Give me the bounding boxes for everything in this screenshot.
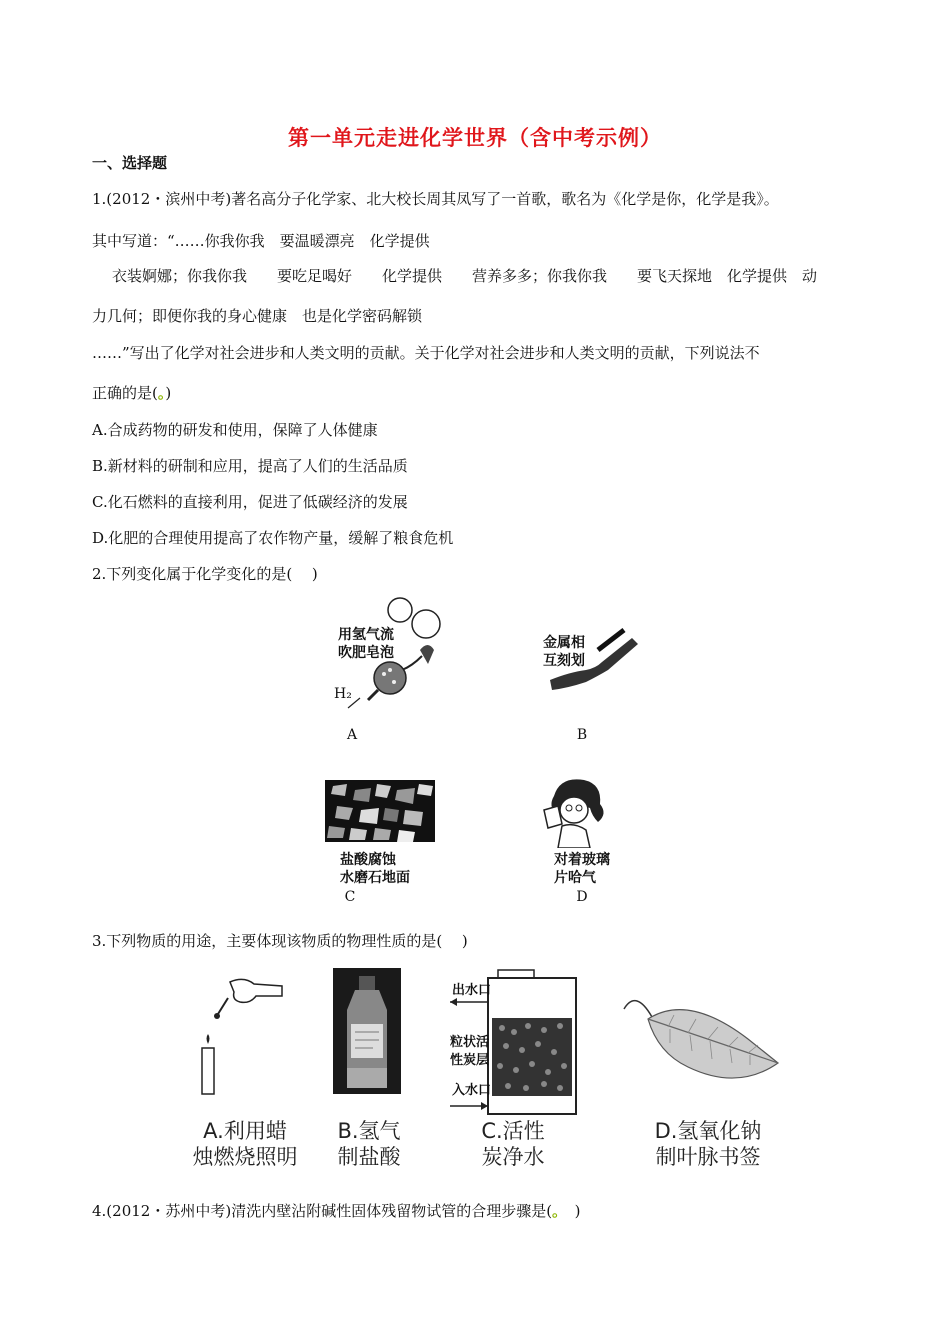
bubble-large: [412, 610, 440, 638]
carbon-label: [450, 1034, 489, 1070]
q2-fig-a-label: [338, 626, 394, 662]
q3-fig-d-label: [638, 1118, 778, 1170]
q1-line-6-text: 正确的是(: [92, 384, 158, 402]
q1-option-d: D.化肥的合理使用提高了农作物产量，缓解了粮食危机: [92, 529, 454, 547]
carbon-label-2: 性炭层: [450, 1053, 490, 1068]
q1-option-c: C.化石燃料的直接利用，促进了低碳经济的发展: [92, 493, 408, 511]
q2-figure-d: [532, 776, 612, 848]
q2-fig-b-label: [543, 634, 585, 670]
q2-fig-a-caption: A: [346, 727, 358, 743]
inlet-label: 入水口: [452, 1083, 492, 1098]
leaf-stem: [624, 1001, 652, 1017]
q4-answer-mark: 。: [552, 1202, 560, 1220]
q2-fig-a-label-2: 吹肥皂泡: [338, 645, 394, 661]
q3-figure-a: [190, 968, 290, 1108]
q2-stem: 2.下列变化属于化学变化的是( ): [92, 565, 318, 583]
q3-figure-d: [618, 985, 783, 1105]
q1-line-4: 力几何；即便你我的身心健康 也是化学密码解锁: [92, 307, 423, 325]
h2-label: H₂: [334, 686, 352, 702]
q2-fig-d-caption: D: [576, 889, 588, 905]
leaf: [648, 1010, 778, 1078]
q3-fig-a-label: [180, 1118, 310, 1170]
q1-line-6-close: ): [165, 384, 172, 402]
q2-fig-d-label-2: 片哈气: [554, 870, 596, 886]
girl-face: [560, 797, 588, 823]
q3-fig-c-label-1: C.活性: [481, 1119, 545, 1143]
q2-fig-c-label: [340, 851, 410, 887]
answer-mark: 。: [157, 384, 166, 402]
q1-line-5: ……”写出了化学对社会进步和人类文明的贡献。关于化学对社会进步和人类文明的贡献，下列说法不: [92, 344, 760, 362]
q3-fig-b-label: [324, 1118, 414, 1170]
q1-line-6: [92, 382, 171, 403]
hand-with-match: [230, 979, 282, 1002]
q2-fig-d-label-1: 对着玻璃: [554, 852, 610, 868]
q3-fig-d-label-1: D.氢氧化钠: [654, 1119, 762, 1143]
bubble-small: [388, 598, 412, 622]
q3-fig-d-label-2: 制叶脉书签: [655, 1145, 761, 1169]
q1-line-2: 其中写道：“……你我你我 要温暖漂亮 化学提供: [92, 232, 430, 250]
q2-fig-c-label-2: 水磨石地面: [340, 870, 410, 886]
q2-fig-a-label-1: 用氢气流: [338, 627, 394, 643]
q3-fig-a-label-1: A.利用蜡: [203, 1119, 287, 1143]
q4-stem-close: ): [559, 1202, 581, 1220]
terrazzo-photo: [325, 780, 435, 842]
q2-fig-d-label: [554, 851, 610, 887]
candle: [202, 1048, 214, 1094]
page-title: 第一单元走进化学世界（含中考示例）: [288, 126, 662, 150]
q3-stem: 3.下列物质的用途，主要体现该物质的物理性质的是( ): [92, 932, 468, 950]
outlet-label: 出水口: [452, 983, 492, 998]
carbon-label-1: 粒状活: [450, 1035, 490, 1050]
bubble-wand: [420, 645, 434, 664]
q3-fig-a-label-2: 烛燃烧照明: [192, 1145, 298, 1169]
q3-fig-b-label-1: B.氢气: [337, 1119, 401, 1143]
q3-fig-b-label-2: 制盐酸: [337, 1145, 401, 1169]
q1-line-1: 1.(2012・滨州中考)著名高分子化学家、北大校长周其凤写了一首歌，歌名为《化学是你，化学是我》。: [92, 190, 779, 208]
acid-bottle-photo: [333, 968, 401, 1094]
q3-fig-c-label: [468, 1118, 558, 1170]
glass-pane: [544, 806, 562, 828]
soap-bubble: [374, 662, 406, 694]
q2-fig-b-label-2: 互刻划: [543, 653, 585, 669]
q2-fig-c-label-1: 盐酸腐蚀: [340, 852, 396, 868]
q3-fig-c-label-2: 炭净水: [481, 1145, 545, 1169]
match: [218, 998, 228, 1014]
candle-flame: [207, 1034, 210, 1044]
q1-option-b: B.新材料的研制和应用，提高了人们的生活品质: [92, 457, 408, 475]
q1-line-3: 衣装婀娜；你我你我 要吃足喝好 化学提供 营养多多；你我你我 要飞天探地 化学提供 动: [112, 267, 818, 285]
q2-fig-b-caption: B: [576, 727, 588, 743]
q1-option-a: A.合成药物的研发和使用，保障了人体健康: [92, 421, 378, 439]
q2-fig-c-caption: C: [344, 889, 356, 905]
section-heading: 一、选择题: [92, 154, 168, 172]
q4-stem-text: 4.(2012・苏州中考)清洗内壁沾附碱性固体残留物试管的合理步骤是(: [92, 1202, 553, 1220]
q4-stem: [92, 1200, 580, 1221]
q2-fig-b-label-1: 金属相: [543, 635, 585, 651]
